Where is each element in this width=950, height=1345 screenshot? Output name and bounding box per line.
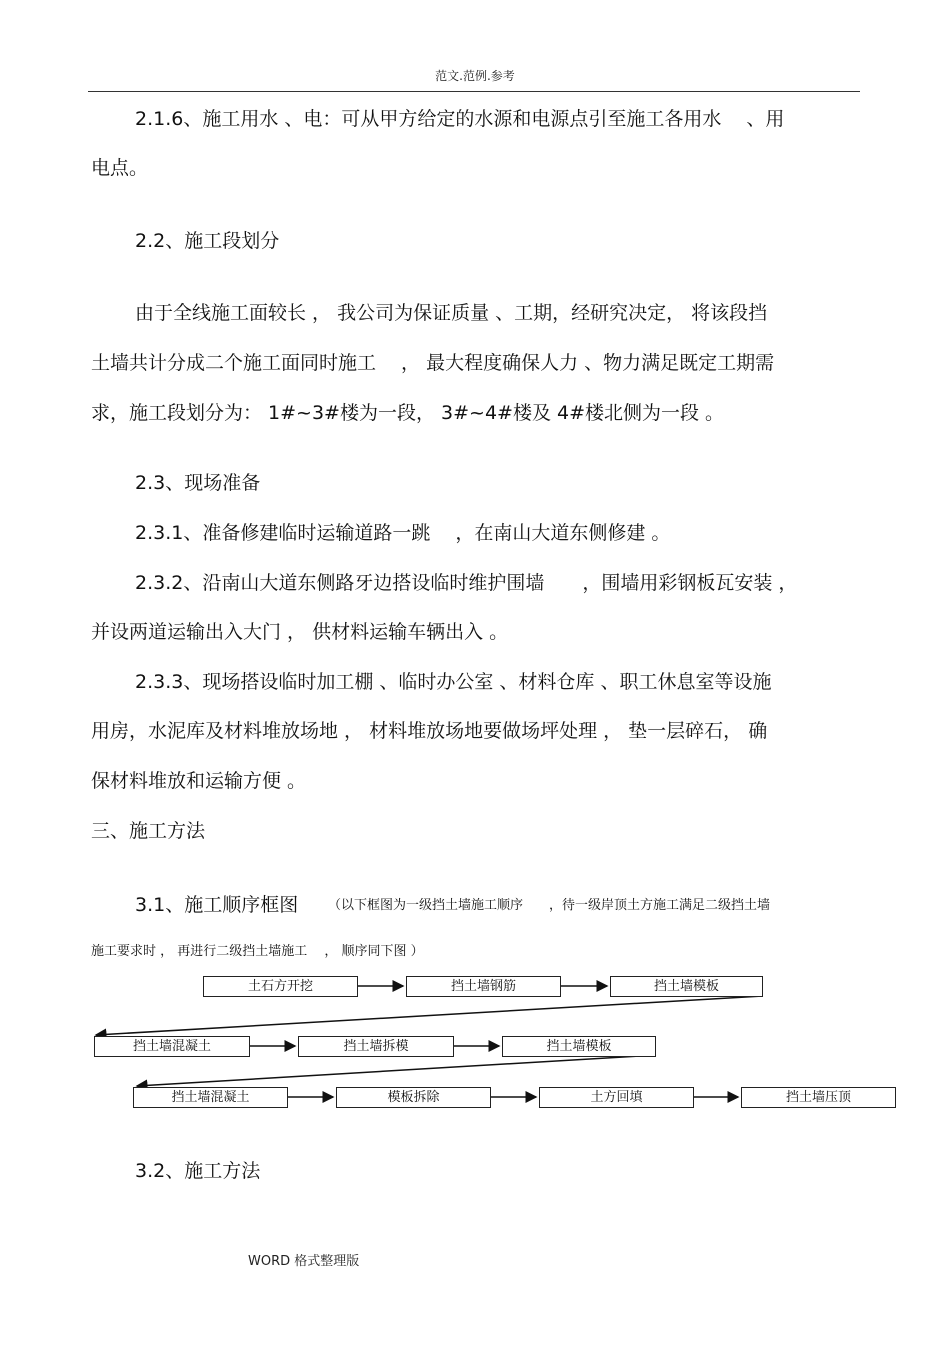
para-232-line1: 2.3.2、沿南山大道东侧路牙边搭设临时维护围墙 ，围墙用彩钢板瓦安装 ， (135, 572, 798, 594)
para-22-line2: 土墙共计分成二个施工面同时施工 ， 最大程度确保人力 、物力满足既定工期需 (91, 352, 775, 374)
para-231: 2.3.1、准备修建临时运输道路一跳 ，在南山大道东侧修建 。 (135, 522, 671, 544)
flow-box-form-removal: 挡土墙拆模 (298, 1036, 454, 1057)
para-22-line1: 由于全线施工面较长 ， 我公司为保证质量 、工期，经研究决定， 将该段挡 (135, 302, 768, 324)
heading-3-1-note-line2: 施工要求时 ， 再进行二级挡土墙施工 ， 顺序同下图 ） (91, 944, 424, 959)
flow-box-coping: 挡土墙压顶 (741, 1087, 896, 1108)
para-233-line3: 保材料堆放和运输方便 。 (91, 770, 307, 792)
flow-box-concrete-2: 挡土墙混凝土 (133, 1087, 288, 1108)
heading-2-3: 2.3、现场准备 (135, 472, 261, 494)
arrow-r1-to-r2 (96, 996, 763, 1035)
flow-box-backfill: 土方回填 (539, 1087, 694, 1108)
para-233-line2: 用房，水泥库及材料堆放场地 ， 材料堆放场地要做场坪处理 ， 垫一层碎石， 确 (91, 720, 768, 742)
heading-3-2: 3.2、施工方法 (135, 1160, 261, 1182)
page-header: 范文.范例.参考 (435, 69, 515, 83)
para-232-line2: 并设两道运输出入大门 ， 供材料运输车辆出入 。 (91, 621, 509, 643)
flow-box-excavation: 土石方开挖 (203, 976, 358, 997)
para-216-line2: 电点。 (91, 157, 149, 179)
flow-box-rebar: 挡土墙钢筋 (406, 976, 561, 997)
heading-3-1: 3.1、施工顺序框图 (135, 894, 299, 916)
heading-2-2: 2.2、施工段划分 (135, 230, 280, 252)
flow-box-formwork-2: 挡土墙模板 (502, 1036, 656, 1057)
para-216-line1: 2.1.6、施工用水 、电：可从甲方给定的水源和电源点引至施工各用水 、用 (135, 108, 785, 130)
flow-box-mold-removal: 模板拆除 (336, 1087, 491, 1108)
para-22-line3: 求，施工段划分为： 1#~3#楼为一段， 3#~4#楼及 4#楼北侧为一段 。 (91, 402, 725, 424)
flow-box-formwork: 挡土墙模板 (610, 976, 763, 997)
arrow-r2-to-r3 (137, 1055, 656, 1086)
heading-3: 三、施工方法 (91, 820, 206, 842)
page-footer: WORD 格式整理版 (248, 1254, 360, 1269)
para-233-line1: 2.3.3、现场搭设临时加工棚 、临时办公室 、材料仓库 、职工休息室等设施 (135, 671, 772, 693)
heading-3-1-note: （以下框图为一级挡土墙施工顺序 ，待一级岸顶土方施工满足二级挡土墙 (328, 898, 771, 913)
flow-box-concrete: 挡土墙混凝土 (94, 1036, 250, 1057)
